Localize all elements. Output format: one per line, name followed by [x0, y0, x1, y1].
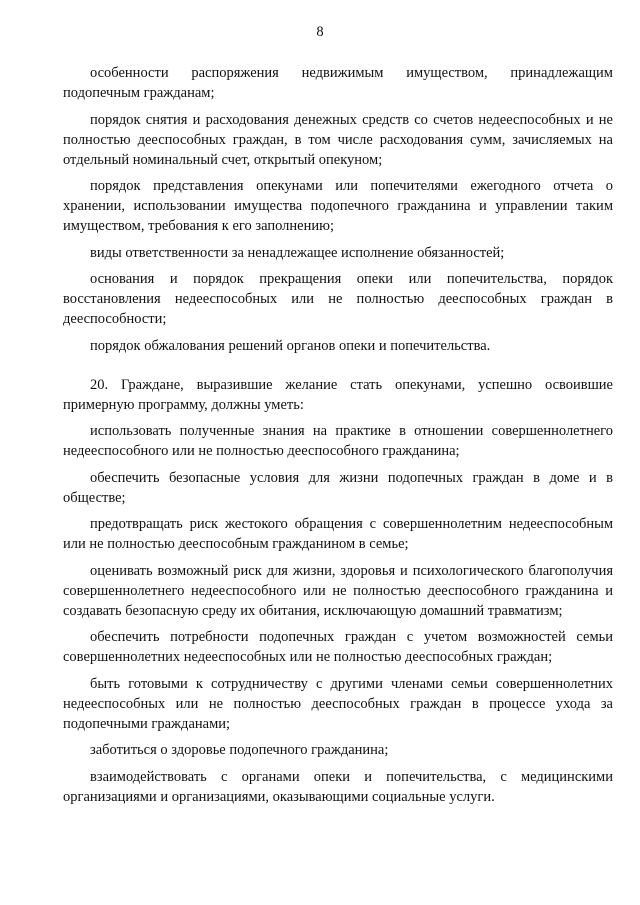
list-item: оценивать возможный риск для жизни, здоровья и психологического благополучия совершеннолетнего недееспособного или не полностью дееспособного гражданина и создавать безопасную среду их обитания, исключающую домашний травматизм; [63, 562, 613, 619]
document-body [63, 63, 613, 813]
page-number: 8 [316, 24, 324, 40]
list-item: заботиться о здоровье подопечного гражданина; [90, 742, 389, 758]
list-item: использовать полученные знания на практике в отношении совершеннолетнего недееспособного или не полностью дееспособного гражданина; [63, 423, 613, 459]
list-item: порядок снятия и расходования денежных средств со счетов недееспособных и не полностью дееспособных граждан, в том числе расходования сумм, зачисляемых на отдельный номинальный счет, открытый опекуном; [63, 111, 613, 168]
list-item: быть готовыми к сотрудничеству с другими членами семьи совершеннолетних недееспособных или не полностью дееспособных граждан в процессе ухода за подопечными гражданами; [63, 675, 613, 732]
list-item: особенности распоряжения недвижимым имуществом, принадлежащим подопечным гражданам; [63, 65, 613, 101]
section-20-intro: 20. Граждане, выразившие желание стать опекунами, успешно освоившие примерную программу, должны уметь: [63, 376, 613, 413]
list-item: основания и порядок прекращения опеки или попечительства, порядок восстановления недееспособных или не полностью дееспособных граждан в дееспособности; [63, 271, 613, 327]
list-item: порядок обжалования решений органов опеки и попечительства. [90, 337, 491, 354]
list-item: виды ответственности за ненадлежащее исполнение обязанностей; [90, 244, 505, 261]
list-item: порядок представления опекунами или попечителями ежегодного отчета о хранении, использовании имущества подопечного гражданина и управлении таким имуществом, требования к его заполнению; [63, 178, 613, 234]
list-item: взаимодействовать с органами опеки и попечительства, с медицинскими организациями и организациями, оказывающими социальные услуги. [63, 768, 613, 805]
list-item: обеспечить безопасные условия для жизни подопечных граждан в доме и в обществе; [63, 469, 613, 506]
list-item: обеспечить потребности подопечных граждан с учетом возможностей семьи совершеннолетних недееспособных или не полностью дееспособных граждан; [63, 629, 613, 665]
list-item: предотвращать риск жестокого обращения с совершеннолетним недееспособным или не полностью дееспособным гражданином в семье; [63, 516, 613, 552]
